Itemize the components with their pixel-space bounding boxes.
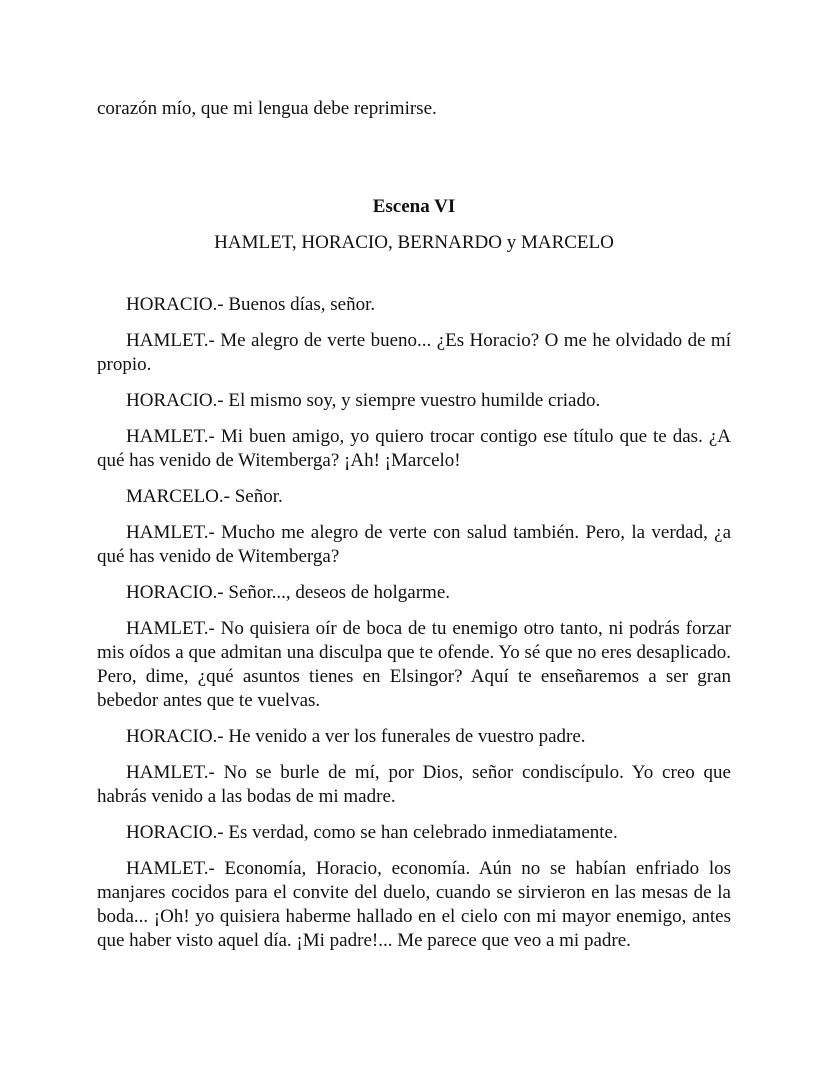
- continued-text: corazón mío, que mi lengua debe reprimirse.: [97, 98, 437, 119]
- dialogue-line: HAMLET.- Economía, Horacio, economía. Aún no se habían enfriado los manjares cocidos para el convite del duelo, cuando se sirvieron en las mesas de la boda... ¡Oh! yo quisiera haberme hallado en el cielo con mi mayor enemigo, antes que haber visto aquel día. ¡Mi padre!... Me parece que veo a mi padre.: [97, 858, 731, 951]
- dialogue-line: MARCELO.- Señor.: [126, 486, 283, 507]
- dialogue-line: HAMLET.- No se burle de mí, por Dios, señor condiscípulo. Yo creo que habrás venido a las bodas de mi madre.: [97, 762, 731, 807]
- dialogue-line: HORACIO.- El mismo soy, y siempre vuestro humilde criado.: [126, 390, 601, 411]
- page-body: [97, 97, 731, 953]
- dialogue-line: HAMLET.- No quisiera oír de boca de tu enemigo otro tanto, ni podrás forzar mis oídos a que admitan una disculpa que te ofende. Yo sé que no eres desaplicado. Pero, dime, ¿qué asuntos tienes en Elsingor? Aquí te enseñaremos a ser gran bebedor antes que te vuelvas.: [97, 618, 731, 711]
- scene-title: Escena VI: [372, 196, 456, 217]
- scene-characters: HAMLET, HORACIO, BERNARDO y MARCELO: [214, 232, 614, 253]
- dialogue-line: HAMLET.- Mucho me alegro de verte con salud también. Pero, la verdad, ¿a qué has venido de Witemberga?: [97, 522, 731, 567]
- dialogue: [97, 293, 731, 953]
- dialogue-line: HORACIO.- Señor..., deseos de holgarme.: [126, 582, 451, 603]
- dialogue-line: HORACIO.- He venido a ver los funerales de vuestro padre.: [126, 726, 586, 747]
- dialogue-line: HAMLET.- Mi buen amigo, yo quiero trocar contigo ese título que te das. ¿A qué has venido de Witemberga? ¡Ah! ¡Marcelo!: [97, 426, 731, 471]
- dialogue-line: HORACIO.- Buenos días, señor.: [126, 294, 376, 315]
- dialogue-line: HAMLET.- Me alegro de verte bueno... ¿Es Horacio? O me he olvidado de mí propio.: [97, 330, 731, 375]
- dialogue-line: HORACIO.- Es verdad, como se han celebrado inmediatamente.: [126, 822, 618, 843]
